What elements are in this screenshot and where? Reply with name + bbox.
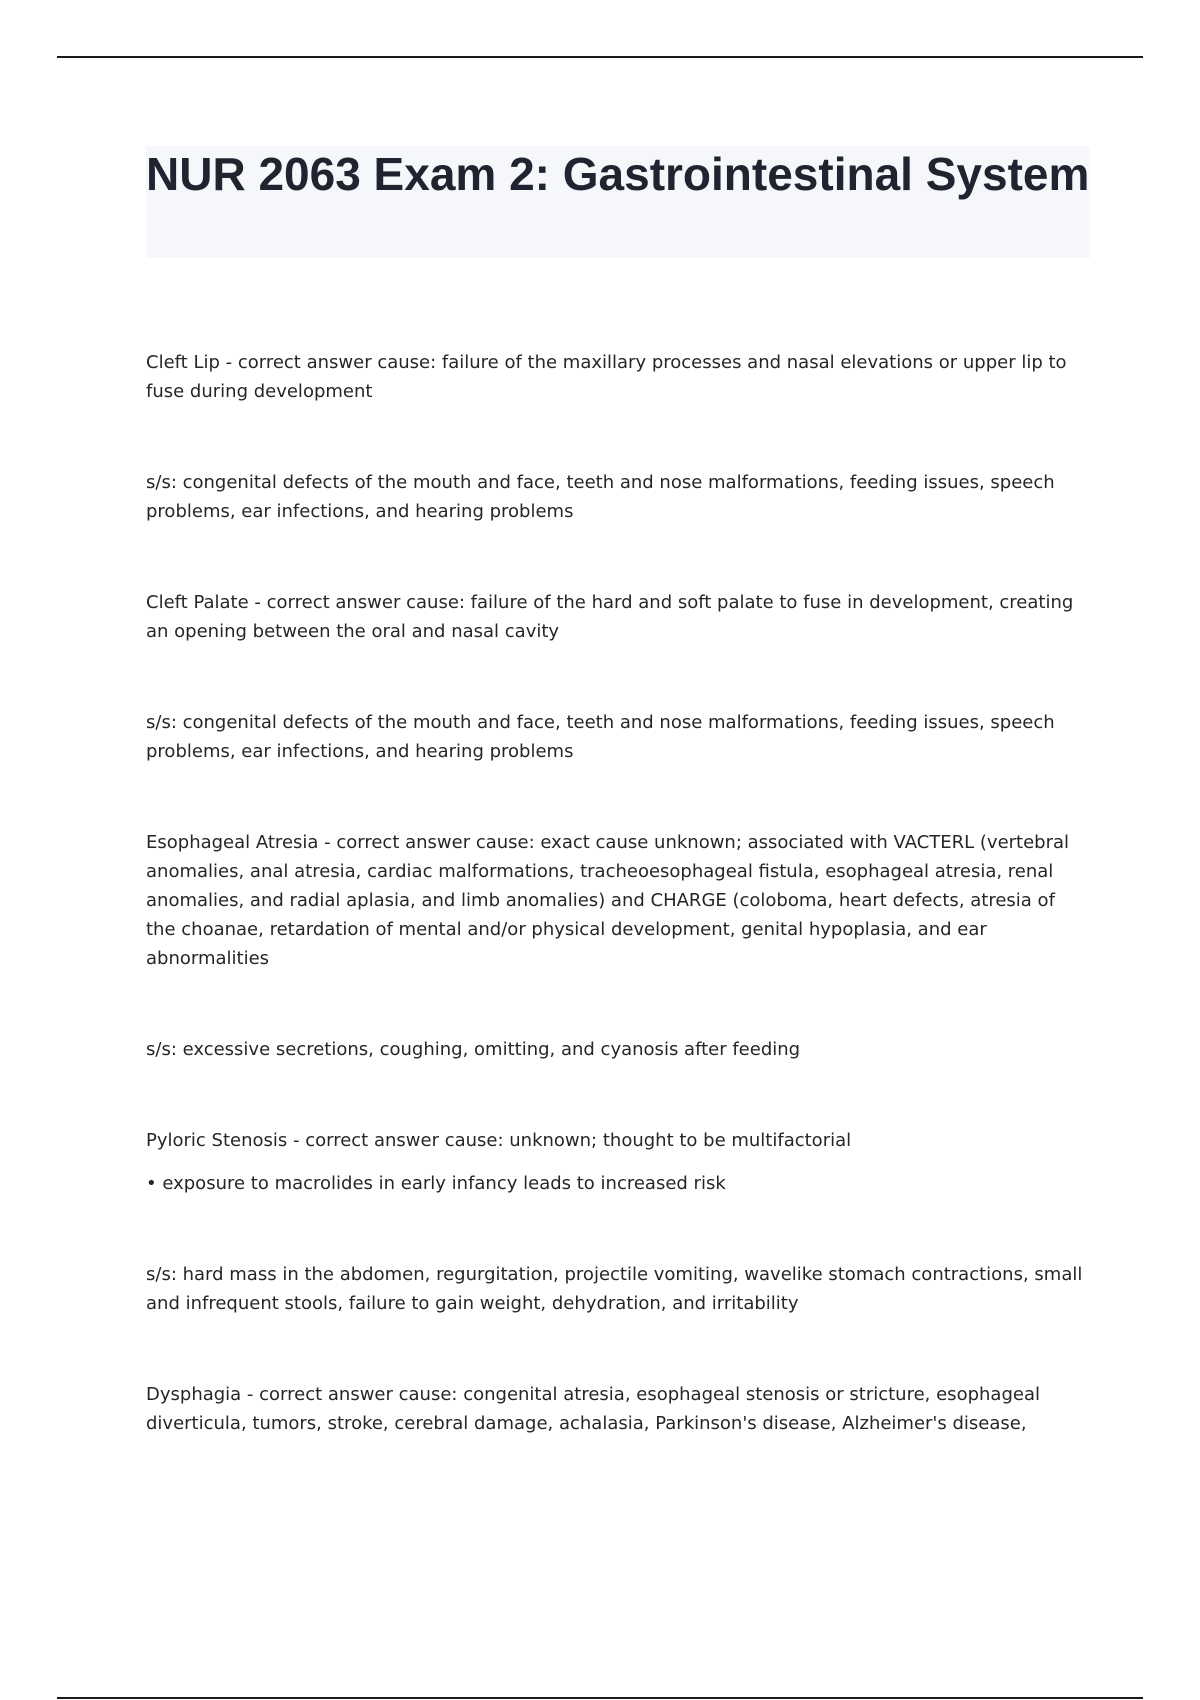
paragraph-cleft-palate-symptoms: s/s: congenital defects of the mouth and face, teeth and nose malformations, feeding issues, speech problems, ear infections, and hearing problems — [146, 712, 1055, 762]
bullet-macrolides-risk: • exposure to macrolides in early infancy leads to increased risk — [146, 1173, 726, 1194]
paragraph-cleft-palate-cause: Cleft Palate - correct answer cause: failure of the hard and soft palate to fuse in development, creating an opening between the oral and nasal cavity — [146, 592, 1074, 642]
paragraph-cleft-lip-symptoms: s/s: congenital defects of the mouth and face, teeth and nose malformations, feeding issues, speech problems, ear infections, and hearing problems — [146, 472, 1055, 522]
paragraph-dysphagia-cause: Dysphagia - correct answer cause: congenital atresia, esophageal stenosis or stricture, esophageal diverticula, tumors, stroke, cerebral damage, achalasia, Parkinson's disease, Alzheimer's disease, — [146, 1384, 1040, 1434]
top-rule — [57, 56, 1143, 58]
paragraph-esophageal-atresia-cause: Esophageal Atresia - correct answer cause: exact cause unknown; associated with VACTERL (vertebral anomalies, anal atresia, cardiac malformations, tracheoesophageal fistula, esophageal atresia, renal anomalies, and radial aplasia, and limb anomalies) and CHARGE (coloboma, heart defects, atresia of the choanae, retardation of mental and/or physical development, genital hypoplasia, and ear abnormalities — [146, 832, 1070, 969]
page-title: NUR 2063 Exam 2: Gastrointestinal System — [146, 148, 1090, 200]
paragraph-pyloric-stenosis-cause: Pyloric Stenosis - correct answer cause: unknown; thought to be multifactorial — [146, 1130, 852, 1151]
paragraph-esophageal-atresia-symptoms: s/s: excessive secretions, coughing, omitting, and cyanosis after feeding — [146, 1039, 801, 1060]
page-content — [146, 146, 1090, 1500]
paragraph-pyloric-stenosis-symptoms: s/s: hard mass in the abdomen, regurgitation, projectile vomiting, wavelike stomach contractions, small and infrequent stools, failure to gain weight, dehydration, and irritability — [146, 1264, 1083, 1314]
paragraph-cleft-lip-cause: Cleft Lip - correct answer cause: failure of the maxillary processes and nasal elevations or upper lip to fuse during development — [146, 352, 1067, 402]
title-box — [146, 146, 1090, 258]
bottom-rule — [57, 1697, 1143, 1699]
